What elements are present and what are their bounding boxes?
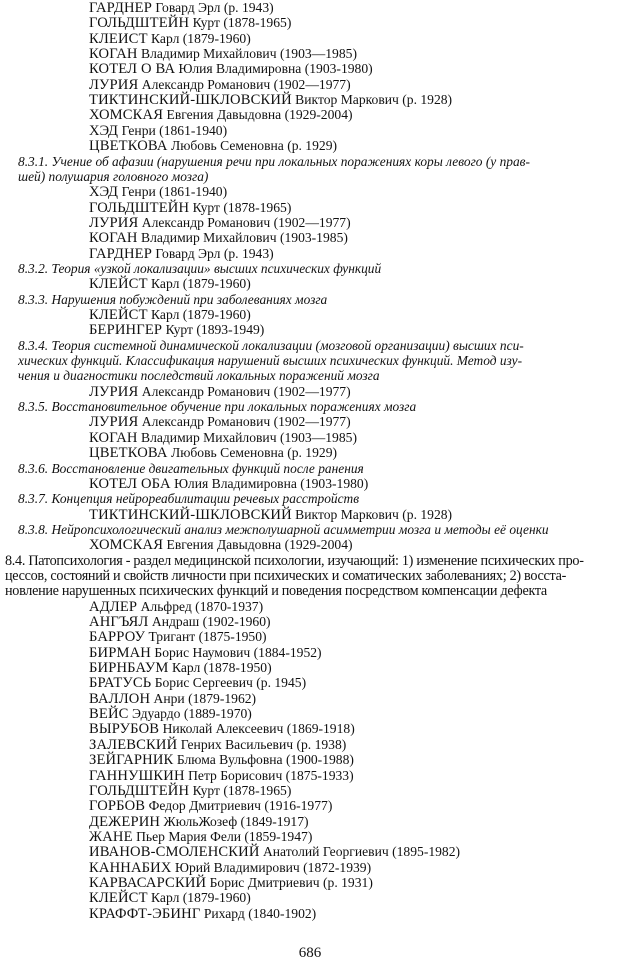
person-details: Карл (1879-1960) — [151, 307, 251, 322]
person-surname: КАННАБИХ — [89, 859, 172, 876]
person-details: Карл (1879-1960) — [151, 30, 251, 46]
person-surname: КЛЕЙСТ — [89, 890, 148, 907]
person-details: Пьер Мария Фели (1859-1947) — [136, 828, 313, 844]
person-entry — [89, 875, 373, 891]
person-entry — [89, 46, 357, 62]
person-entry — [89, 246, 274, 262]
person-details: ЖюльЖозеф (1849-1917) — [163, 813, 309, 829]
heading-text: 8.3.2. Теория «узкой локализации» высших психических функций — [18, 260, 382, 276]
person-entry — [89, 737, 346, 753]
subsection-heading — [18, 491, 359, 506]
person-details: Владимир Михайлович (1903—1985) — [141, 46, 357, 62]
person-entry — [89, 77, 351, 93]
person-details: Любовь Семеновна (р. 1929) — [170, 138, 338, 154]
person-surname: КЛЕЙСТ — [89, 276, 148, 293]
person-details: Курт (1878-1965) — [192, 782, 292, 798]
person-details: Юрий Владимирович (1872-1939) — [174, 859, 372, 875]
person-entry — [89, 599, 263, 615]
person-entry — [89, 890, 251, 906]
person-entry — [89, 645, 322, 661]
person-entry — [89, 138, 337, 154]
person-details: Андраш (1902-1960) — [151, 614, 271, 629]
person-surname: ГОЛЬДШТЕЙН — [89, 782, 190, 799]
person-details: Александр Романович (1902—1977) — [141, 76, 351, 92]
person-details: Эдуардо (1889-1970) — [131, 706, 252, 722]
person-details: Тригант (1875-1950) — [148, 629, 267, 645]
person-details: Генри (1861-1940) — [121, 122, 228, 138]
heading-text: чения и диагностики последствий локальных поражений мозга — [18, 368, 380, 384]
person-surname: КОТЕЛ ОБА — [89, 475, 171, 492]
subsection-heading — [18, 399, 416, 414]
person-details: Юлия Владимировна (1903-1980) — [178, 61, 373, 77]
heading-text: 8.3.1. Учение об афазии (нарушения речи при локальных поражениях коры левого (у прав- — [18, 153, 530, 169]
person-entry — [89, 706, 252, 722]
person-surname: ВЫРУБОВ — [89, 721, 160, 738]
person-entry — [89, 92, 452, 108]
person-entry — [89, 906, 316, 922]
section-paragraph-line — [5, 553, 584, 569]
person-entry — [89, 721, 355, 737]
person-entry — [89, 215, 351, 231]
person-surname: ЖАНЕ — [89, 828, 133, 845]
person-entry — [89, 31, 251, 47]
person-surname: ГОЛЬДШТЕЙН — [89, 199, 190, 216]
person-surname: ЦВЕТКОВА — [89, 138, 168, 155]
person-entry — [89, 476, 368, 492]
person-entry — [89, 322, 264, 338]
person-details: Николай Алексеевич (1869-1918) — [162, 721, 355, 737]
person-surname: ИВАНОВ-СМОЛЕНСКИЙ — [89, 844, 260, 861]
person-details: Владимир Михайлович (1903—1985) — [141, 429, 357, 445]
person-surname: ГОРБОВ — [89, 798, 146, 815]
person-surname: КОТЕЛ О ВА — [89, 61, 176, 78]
person-surname: ВАЛЛОН — [89, 690, 151, 707]
person-entry — [89, 414, 351, 430]
person-entry — [89, 798, 332, 814]
person-entry — [89, 445, 337, 461]
section-paragraph-line — [5, 568, 566, 584]
page-number: 686 — [298, 945, 322, 961]
person-entry — [89, 860, 371, 876]
person-details: Анатолий Георгиевич (1895-1982) — [262, 844, 461, 860]
person-surname: БИРНБАУМ — [89, 660, 169, 677]
person-surname: ДЕЖЕРИН — [89, 813, 161, 830]
heading-text: 8.3.8. Нейропсихологический анализ межполушарной асимметрии мозга и методы её оценки — [18, 521, 549, 537]
subsection-heading — [18, 522, 549, 537]
person-surname: КОГАН — [89, 429, 138, 446]
person-surname: ЛУРИЯ — [89, 414, 139, 431]
person-details: Генрих Васильевич (р. 1938) — [180, 736, 347, 752]
subsection-heading — [18, 261, 381, 276]
person-details: Анри (1879-1962) — [153, 690, 257, 706]
person-details: Карл (1879-1960) — [151, 890, 251, 906]
person-entry — [89, 276, 251, 292]
person-surname: ГАННУШКИН — [89, 767, 185, 784]
section-text: 8.4. Патопсихология - раздел медицинской психологии, изучающий: 1) изменение психических про- — [5, 552, 584, 569]
person-surname: АДЛЕР — [89, 598, 138, 615]
person-details: Федор Дмитриевич (1916-1977) — [148, 798, 333, 814]
person-surname: БРАТУСЬ — [89, 675, 152, 692]
person-entry — [89, 675, 306, 691]
person-entry — [89, 537, 353, 553]
person-details: Александр Романович (1902—1977) — [141, 383, 351, 399]
person-surname: ЗЕЙГАРНИК — [89, 752, 174, 769]
person-entry — [89, 307, 251, 323]
person-entry — [89, 844, 460, 860]
person-surname: ХОМСКАЯ — [89, 107, 164, 124]
section-paragraph-line — [5, 583, 547, 599]
heading-text: 8.3.6. Восстановление двигательных функций после ранения — [18, 460, 364, 476]
person-details: Виктор Маркович (р. 1928) — [295, 92, 453, 108]
person-entry — [89, 200, 291, 216]
person-entry — [89, 430, 357, 446]
person-entry — [89, 0, 274, 16]
person-entry — [89, 15, 291, 31]
person-details: Альфред (1870-1937) — [140, 598, 264, 614]
heading-text: 8.3.4. Теория системной динамической локализации (мозговой организации) высших пси- — [18, 337, 524, 353]
person-surname: ХОМСКАЯ — [89, 537, 164, 554]
person-entry — [89, 230, 348, 246]
person-details: Александр Романович (1902—1977) — [141, 214, 351, 230]
person-surname: ЦВЕТКОВА — [89, 445, 168, 462]
person-details: Юлия Владимировна (1903-1980) — [174, 475, 369, 491]
person-surname: КОГАН — [89, 46, 138, 63]
person-details: Петр Борисович (1875-1933) — [188, 767, 354, 783]
subsection-heading — [18, 461, 364, 476]
subsection-heading — [18, 169, 208, 184]
person-surname: КЛЕИСТ — [89, 30, 148, 47]
heading-text: хических функций. Классификация нарушений высших психических функций. Метод изу- — [18, 353, 523, 369]
person-entry — [89, 752, 354, 768]
person-surname: КОГАН — [89, 230, 138, 247]
person-surname: КЛЕЙСТ — [89, 307, 148, 323]
person-surname: БАРРОУ — [89, 629, 146, 646]
subsection-heading — [18, 353, 522, 368]
person-entry — [89, 829, 312, 845]
person-surname: ЗАЛЕВСКИЙ — [89, 736, 178, 753]
person-surname: ХЭД — [89, 122, 119, 139]
heading-text: 8.3.3. Нарушения побуждений при заболеваниях мозга — [18, 291, 328, 307]
person-entry — [89, 783, 291, 799]
person-surname: ЛУРИЯ — [89, 383, 139, 400]
person-surname: ТИКТИНСКИЙ-ШКЛОВСКИЙ — [89, 92, 292, 109]
person-entry — [89, 123, 227, 139]
person-details: Блюма Вульфовна (1900-1988) — [176, 752, 354, 768]
person-details: Любовь Семеновна (р. 1929) — [170, 445, 338, 461]
person-details: Карл (1879-1960) — [151, 276, 251, 292]
subsection-heading — [18, 368, 380, 383]
person-entry — [89, 691, 256, 707]
person-details: Виктор Маркович (р. 1928) — [295, 506, 453, 522]
person-surname: БЕРИНГЕР — [89, 322, 163, 339]
person-surname: АНГЪЯЛ — [89, 614, 149, 630]
person-entry — [89, 507, 452, 523]
person-entry — [89, 814, 309, 830]
person-surname: ЛУРИЯ — [89, 76, 139, 93]
person-surname: ГОЛЬДШТЕЙН — [89, 15, 190, 32]
person-details: Генри (1861-1940) — [121, 184, 228, 200]
person-entry — [89, 614, 271, 630]
subsection-heading — [18, 338, 524, 353]
person-surname: КРАФФТ-ЭБИНГ — [89, 905, 201, 922]
heading-text: 8.3.7. Концепция нейрореабилитации речевых расстройств — [18, 491, 360, 507]
person-surname: ХЭД — [89, 184, 119, 201]
person-details: Борис Сергеевич (р. 1945) — [154, 675, 307, 691]
person-details: Курт (1878-1965) — [192, 15, 292, 31]
heading-text: 8.3.5. Восстановительное обучение при локальных поражениях мозга — [18, 399, 417, 415]
person-details: Курт (1893-1949) — [165, 322, 265, 338]
person-details: Рихард (1840-1902) — [203, 905, 317, 921]
person-details: Евгения Давыдовна (1929-2004) — [166, 537, 353, 553]
person-details: Курт (1878-1965) — [192, 199, 292, 215]
person-details: Карл (1878-1950) — [171, 660, 272, 676]
heading-text: шей) полушария головного мозга) — [18, 168, 209, 184]
person-details: Александр Романович (1902—1977) — [141, 414, 351, 430]
person-details: Говард Эрл (р. 1943) — [155, 245, 274, 261]
person-details: Борис Наумович (1884-1952) — [154, 644, 322, 660]
person-entry — [89, 61, 373, 77]
person-surname: ЛУРИЯ — [89, 214, 139, 231]
subsection-heading — [18, 292, 327, 307]
person-entry — [89, 660, 272, 676]
person-surname: ТИКТИНСКИЙ-ШКЛОВСКИЙ — [89, 506, 292, 523]
person-entry — [89, 384, 351, 400]
person-entry — [89, 107, 353, 123]
person-entry — [89, 629, 267, 645]
person-details: Борис Дмитриевич (р. 1931) — [209, 874, 373, 890]
section-text: цессов, состояний и свойств личности при психических и соматических заболеваниях; 2) восста- — [5, 567, 566, 584]
person-surname: ВЕЙС — [89, 706, 129, 723]
person-entry — [89, 184, 227, 200]
person-entry — [89, 768, 354, 784]
person-surname: КАРВАСАРСКИЙ — [89, 874, 207, 891]
person-surname: ГАРДНЕР — [89, 245, 152, 262]
person-details: Говард Эрл (р. 1943) — [155, 0, 274, 15]
section-text: новление нарушенных психических функций и поведения посредством компенсации дефекта — [5, 583, 547, 600]
person-details: Евгения Давыдовна (1929-2004) — [166, 107, 353, 123]
subsection-heading — [18, 154, 530, 169]
person-surname: ГАРДНЕР — [89, 0, 152, 16]
person-details: Владимир Михайлович (1903-1985) — [141, 230, 348, 246]
person-surname: БИРМАН — [89, 644, 151, 661]
